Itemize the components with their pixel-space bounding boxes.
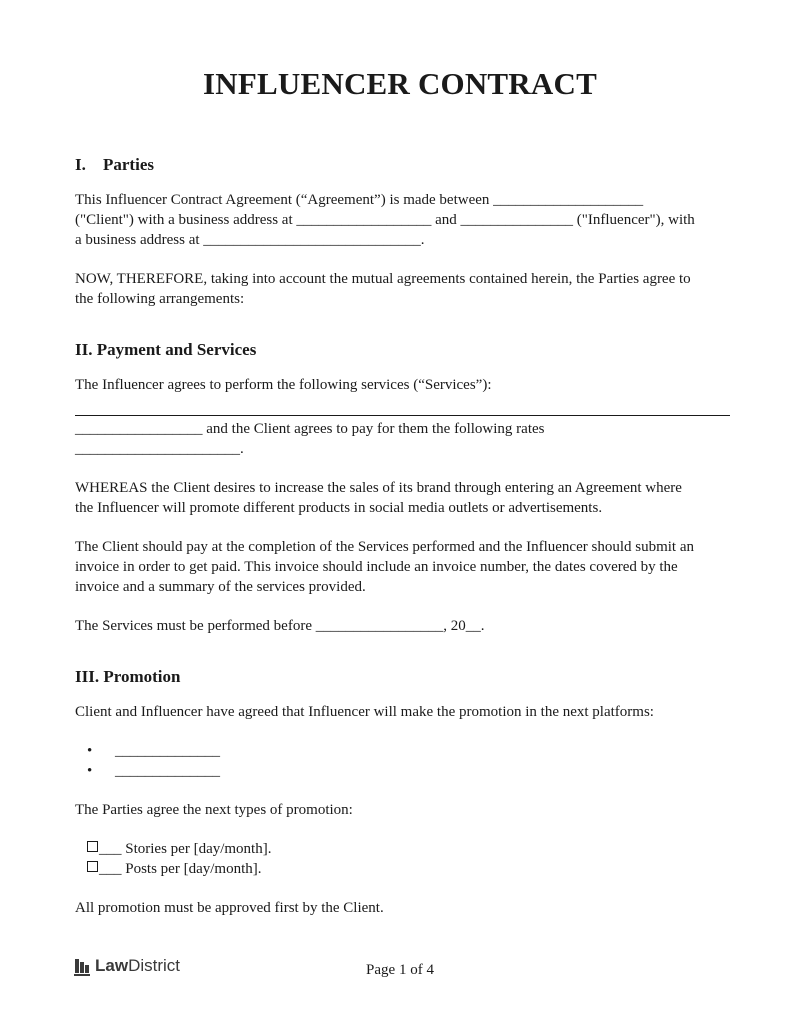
list-item <box>87 741 730 761</box>
whereas-line-2: the Influencer will promote different products in social media outlets or advertisements. <box>75 500 603 516</box>
promotion-option-stories <box>87 839 730 859</box>
parties-line-1: This Influencer Contract Agreement (“Agreement”) is made between ____________________ <box>75 192 644 208</box>
document-title: INFLUENCER CONTRACT <box>203 66 597 101</box>
logo-text: District <box>128 956 181 975</box>
payment-line-3: invoice and a summary of the services provided. <box>75 579 366 595</box>
section-heading-promotion: III. Promotion <box>75 667 181 686</box>
platforms-list <box>87 741 730 781</box>
now-therefore-paragraph <box>75 269 730 309</box>
promotion-options <box>87 839 730 879</box>
document-body <box>75 154 730 948</box>
promotion-types-intro: The Parties agree the next types of promotion: <box>75 802 353 818</box>
rates-paragraph <box>75 419 730 459</box>
payment-paragraph <box>75 537 730 597</box>
whereas-paragraph <box>75 478 730 518</box>
payment-line-1: The Client should pay at the completion of the Services performed and the Influencer should submit an <box>75 539 694 555</box>
option-label: ___ Stories per [day/month]. <box>99 841 272 857</box>
bullet-icon: • <box>87 763 93 779</box>
whereas-line-1: WHEREAS the Client desires to increase the sales of its brand through entering an Agreement where <box>75 480 682 496</box>
section-heading-payment: II. Payment and Services <box>75 340 257 359</box>
section-heading-parties <box>75 154 730 176</box>
services-blank-line <box>75 401 730 416</box>
now-therefore-line-1: NOW, THEREFORE, taking into account the mutual agreements contained herein, the Parties agree to <box>75 271 691 287</box>
payment-line-2: invoice in order to get paid. This invoice should include an invoice number, the dates covered by the <box>75 559 678 575</box>
approval-paragraph: All promotion must be approved first by the Client. <box>75 900 384 916</box>
platform-blank: ______________ <box>115 763 220 779</box>
rates-line-2: ______________________. <box>75 441 244 457</box>
section-payment <box>75 339 730 636</box>
parties-line-3: a business address at _____________________________. <box>75 232 425 248</box>
option-label: ___ Posts per [day/month]. <box>99 861 262 877</box>
section-parties <box>75 154 730 309</box>
bullet-icon: • <box>87 743 93 759</box>
checkbox-icon[interactable] <box>87 841 98 852</box>
section-title: Parties <box>103 155 154 174</box>
section-promotion <box>75 666 730 918</box>
section-number: I. <box>75 155 86 174</box>
promotion-option-posts <box>87 859 730 879</box>
platform-blank: ______________ <box>115 743 220 759</box>
parties-line-2: ("Client") with a business address at __________________ and _______________ ("Influencer"), with <box>75 212 695 228</box>
now-therefore-line-2: the following arrangements: <box>75 291 245 307</box>
checkbox-icon[interactable] <box>87 861 98 872</box>
platforms-intro: Client and Influencer have agreed that Influencer will make the promotion in the next platforms: <box>75 704 654 720</box>
parties-paragraph <box>75 190 730 250</box>
logo-text-bold: Law <box>95 956 129 975</box>
deadline-paragraph: The Services must be performed before _________________, 20__. <box>75 618 485 634</box>
page-number: Page 1 of 4 <box>366 962 434 978</box>
rates-line-1: _________________ and the Client agrees to pay for them the following rates <box>75 421 545 437</box>
list-item <box>87 761 730 781</box>
services-intro: The Influencer agrees to perform the following services (“Services”): <box>75 377 492 393</box>
